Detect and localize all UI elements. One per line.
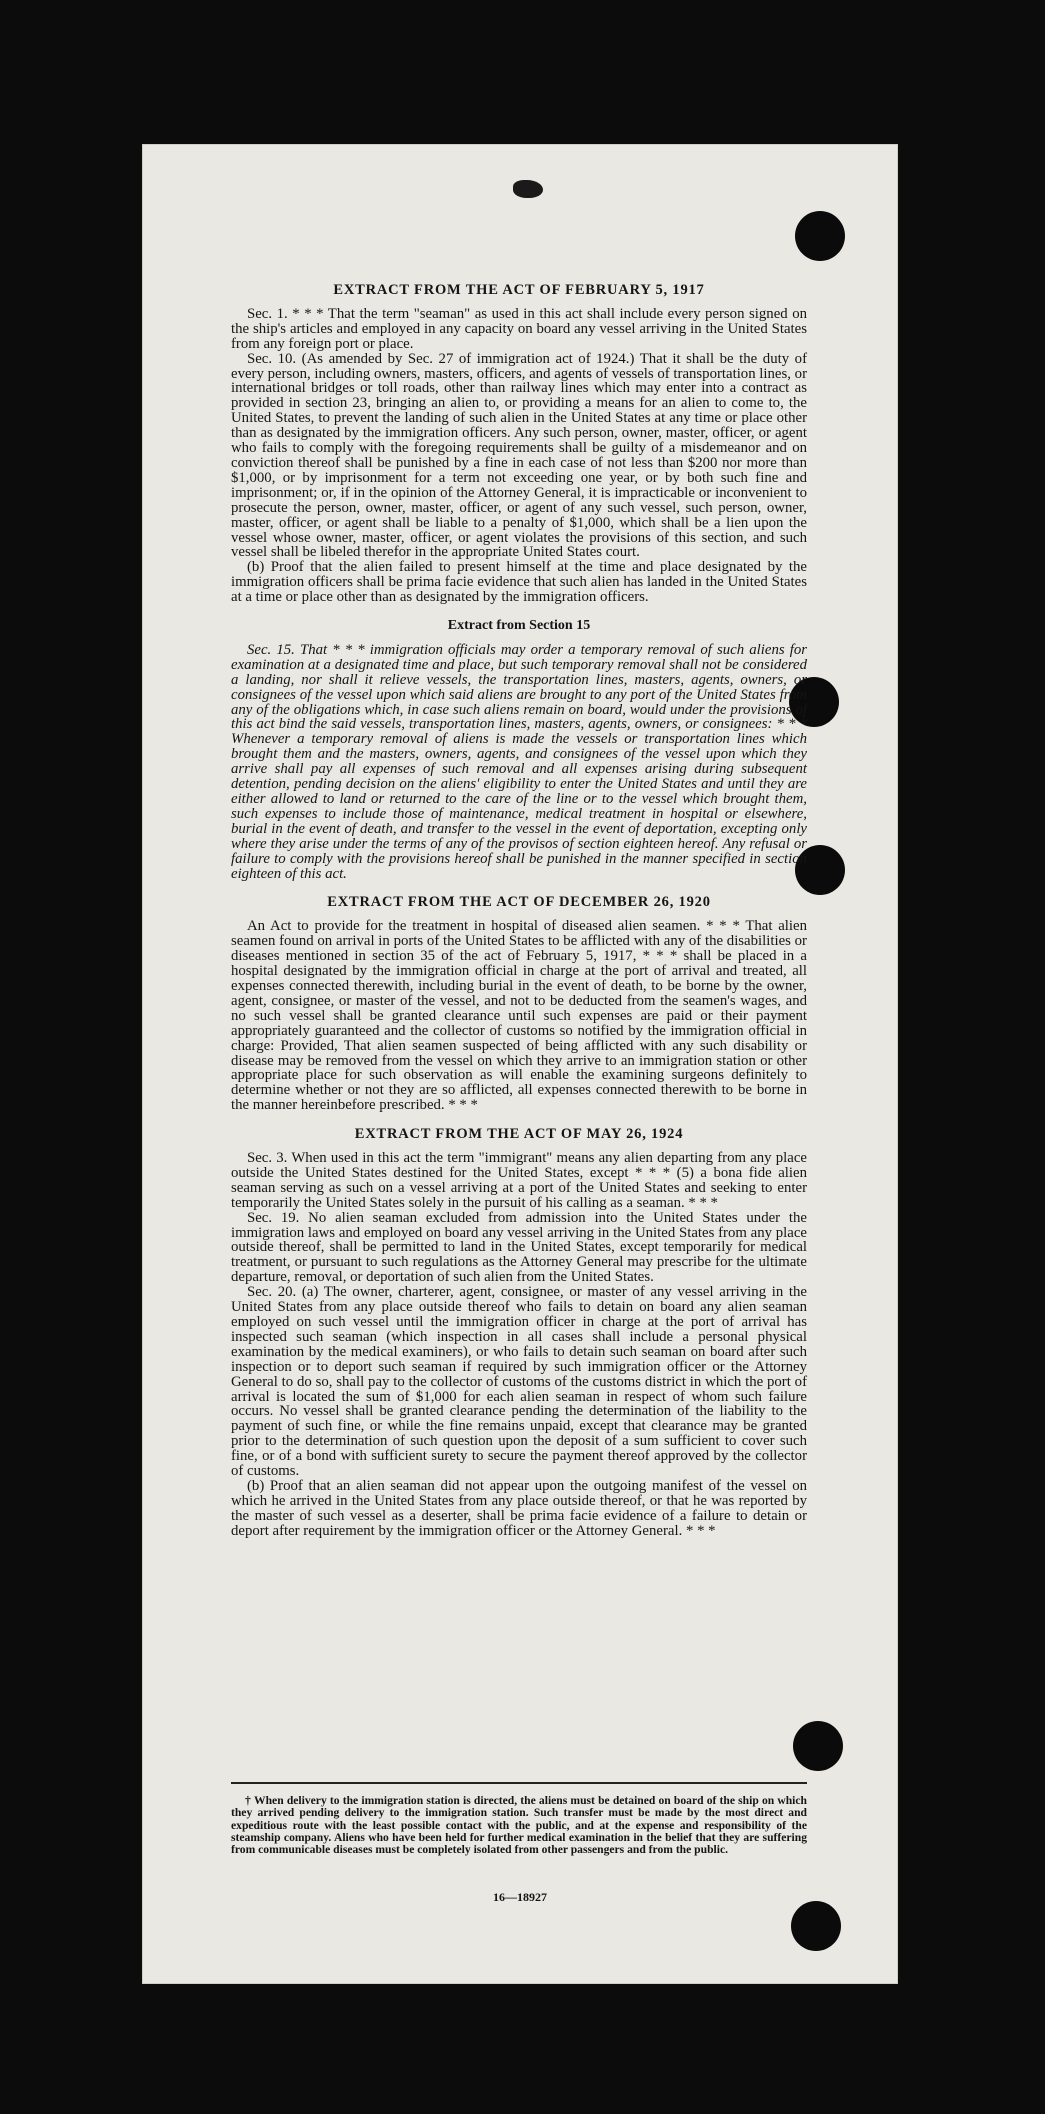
document-page	[143, 145, 897, 1983]
document-body	[231, 283, 807, 1539]
heading-1924: EXTRACT FROM THE ACT OF MAY 26, 1924	[354, 1126, 684, 1143]
section-20a-paragraph: Sec. 20. (a) The owner, charterer, agent, consignee, or master of any vessel arriving in the United States from any place outside thereof who fails to detain on board any alien seaman employed on such vessel until the immigration officer in charge at the port of arrival has inspected such seaman (which inspection in all cases shall include a personal physical examination by the medical examiners), or who fails to detain such seaman on board after such inspection or to deport such seaman if required by such immigration officer or the Attorney General to do so, shall pay to the collector of customs of the customs district in which the port of arrival is located the sum of $1,000 for each alien seaman in respect of whom such failure occurs. No vessel shall be granted clearance pending the determination of the liability to the payment of such fine, or while the fine remains unpaid, except that clearance may be granted prior to the determination of such question upon the deposit of a sum sufficient to cover such fine, or of a bond with sufficient surety to secure the payment thereof approved by the collector of customs.	[231, 1284, 807, 1480]
act-1920-paragraph: An Act to provide for the treatment in hospital of diseased alien seamen. * * * That alien seamen found on arrival in ports of the United States to be afflicted with any of the disabilities or diseases mentioned in section 35 of the act of February 5, 1917, * * * shall be placed in a hospital designated by the immigration official in charge at the port of arrival and treated, all expenses connected therewith, including burial in the event of death, to be borne by the owner, agent, consignee, or master of the vessel, and not to be deducted from the seamen's wages, and no such vessel shall be granted clearance until such expenses are paid or their payment appropriately guaranteed and the collector of customs so notified by the immigration official in charge: Provided, That alien seamen suspected of being afflicted with any such disability or disease may be removed from the vessel on which they arrive to an immigration station or other appropriate place for such observation as will enable the examining surgeons definitely to determine whether or not they are so afflicted, all expenses connected therewith to be borne in the manner hereinbefore prescribed. * * *	[231, 918, 807, 1114]
punch-hole	[791, 1901, 841, 1951]
section-15-paragraph: Sec. 15. That * * * immigration officials may order a temporary removal of such aliens for examination at a designated time and place, but such temporary removal shall not be considered a landing, nor shall it relieve vessels, the transportation lines, masters, agents, owners, or consignees of the vessel upon which said aliens are brought to any port of the United States from any of the obligations which, in case such aliens remain on board, would under the provisions of this act bind the said vessels, transportation lines, masters, agents, owners, or consignees: * * * Whenever a temporary removal of aliens is made the vessels or transportation lines which brought them and the masters, owners, agents, and consignees of the vessel upon which they arrive shall pay all expenses of such removal and all expenses arising during subsequent detention, pending decision on the aliens' eligibility to enter the United States and until they are either allowed to land or returned to the care of the line or to the vessel which brought them, such expenses to include those of maintenance, medical treatment in hospital or elsewhere, burial in the event of death, and transfer to the vessel in the event of deportation, excepting only where they arise under the terms of any of the provisos of section eighteen hereof. Any refusal or failure to comply with the provisions hereof shall be punished in the manner specified in section eighteen of this act.	[231, 641, 807, 882]
footnote	[231, 1795, 807, 1856]
form-number: 16—18927	[493, 1890, 547, 1904]
footnote-text: † When delivery to the immigration station is directed, the aliens must be detained on board of the ship on which they arrived pending delivery to the immigration station. Such transfer must be made by the most direct and expeditious route with the least possible contact with the public, and at the expense and responsibility of the steamship company. Aliens who have been held for further medical examination in the belief that they are suffering from communicable diseases must be completely isolated from other passengers and from the public.	[231, 1794, 807, 1857]
heading-1917: EXTRACT FROM THE ACT OF FEBRUARY 5, 1917	[333, 282, 705, 298]
section-3-paragraph: Sec. 3. When used in this act the term "immigrant" means any alien departing from any place outside the United States destined for the United States, except * * * (5) a bona fide alien seaman serving as such on a vessel arriving at a port of the United States and seeking to enter temporarily the United States solely in the pursuit of his calling as a seaman. * * *	[231, 1150, 807, 1211]
section-10-paragraph: Sec. 10. (As amended by Sec. 27 of immigration act of 1924.) That it shall be the duty of every person, including owners, masters, officers, and agents of vessels of transportation lines, or international bridges or toll roads, other than railway lines which may enter into a contract as provided in section 23, bringing an alien to, or providing a means for an alien to come to, the United States, to prevent the landing of such alien in the United States at any time or place other than as designated by the immigration officers. Any such person, owner, master, officer, or agent who fails to comply with the foregoing requirements shall be guilty of a misdemeanor and on conviction thereof shall be punished by a fine in each case of not less than $200 nor more than $1,000, or by imprisonment for a term not exceeding one year, or by both such fine and imprisonment; or, if in the opinion of the Attorney General, it is impracticable or inconvenient to prosecute the person, owner, master, officer, or agent of any such vessel, such person, owner, master, officer, or agent shall be liable to a penalty of $1,000, which shall be a lien upon the vessel whose owner, master, officer, or agent violates the provisions of this section, and such vessel shall be libeled therefor in the appropriate United States court.	[231, 350, 807, 561]
heading-section-15: Extract from Section 15	[447, 618, 591, 634]
heading-1920: EXTRACT FROM THE ACT OF DECEMBER 26, 1920	[327, 894, 711, 911]
section-19-paragraph: Sec. 19. No alien seaman excluded from admission into the United States under the immigration laws and employed on board any vessel arriving in the United States from any place outside thereof, shall be permitted to land in the United States, except temporarily for medical treatment, or pursuant to such regulations as the Attorney General may prescribe for the ultimate departure, removal, or deportation of such alien from the United States.	[231, 1209, 807, 1286]
section-10b-paragraph: (b) Proof that the alien failed to present himself at the time and place designated by the immigration officers shall be prima facie evidence that such alien has landed in the United States at a time or place other than as designated by the immigration officers.	[231, 559, 807, 606]
ink-blot	[513, 180, 543, 198]
section-1-paragraph: Sec. 1. * * * That the term "seaman" as used in this act shall include every person signed on the ship's articles and employed in any capacity on board any vessel arriving in the United States from any foreign port or place.	[231, 305, 807, 352]
punch-hole	[793, 1721, 843, 1771]
footnote-divider	[231, 1782, 807, 1784]
punch-hole	[795, 211, 845, 261]
section-20b-paragraph: (b) Proof that an alien seaman did not appear upon the outgoing manifest of the vessel on which he arrived in the United States from any place outside thereof, or that he was reported by the master of such vessel as a deserter, shall be prima facie evidence of a failure to detain or deport after requirement by the immigration officer or the Attorney General. * * *	[231, 1477, 807, 1539]
